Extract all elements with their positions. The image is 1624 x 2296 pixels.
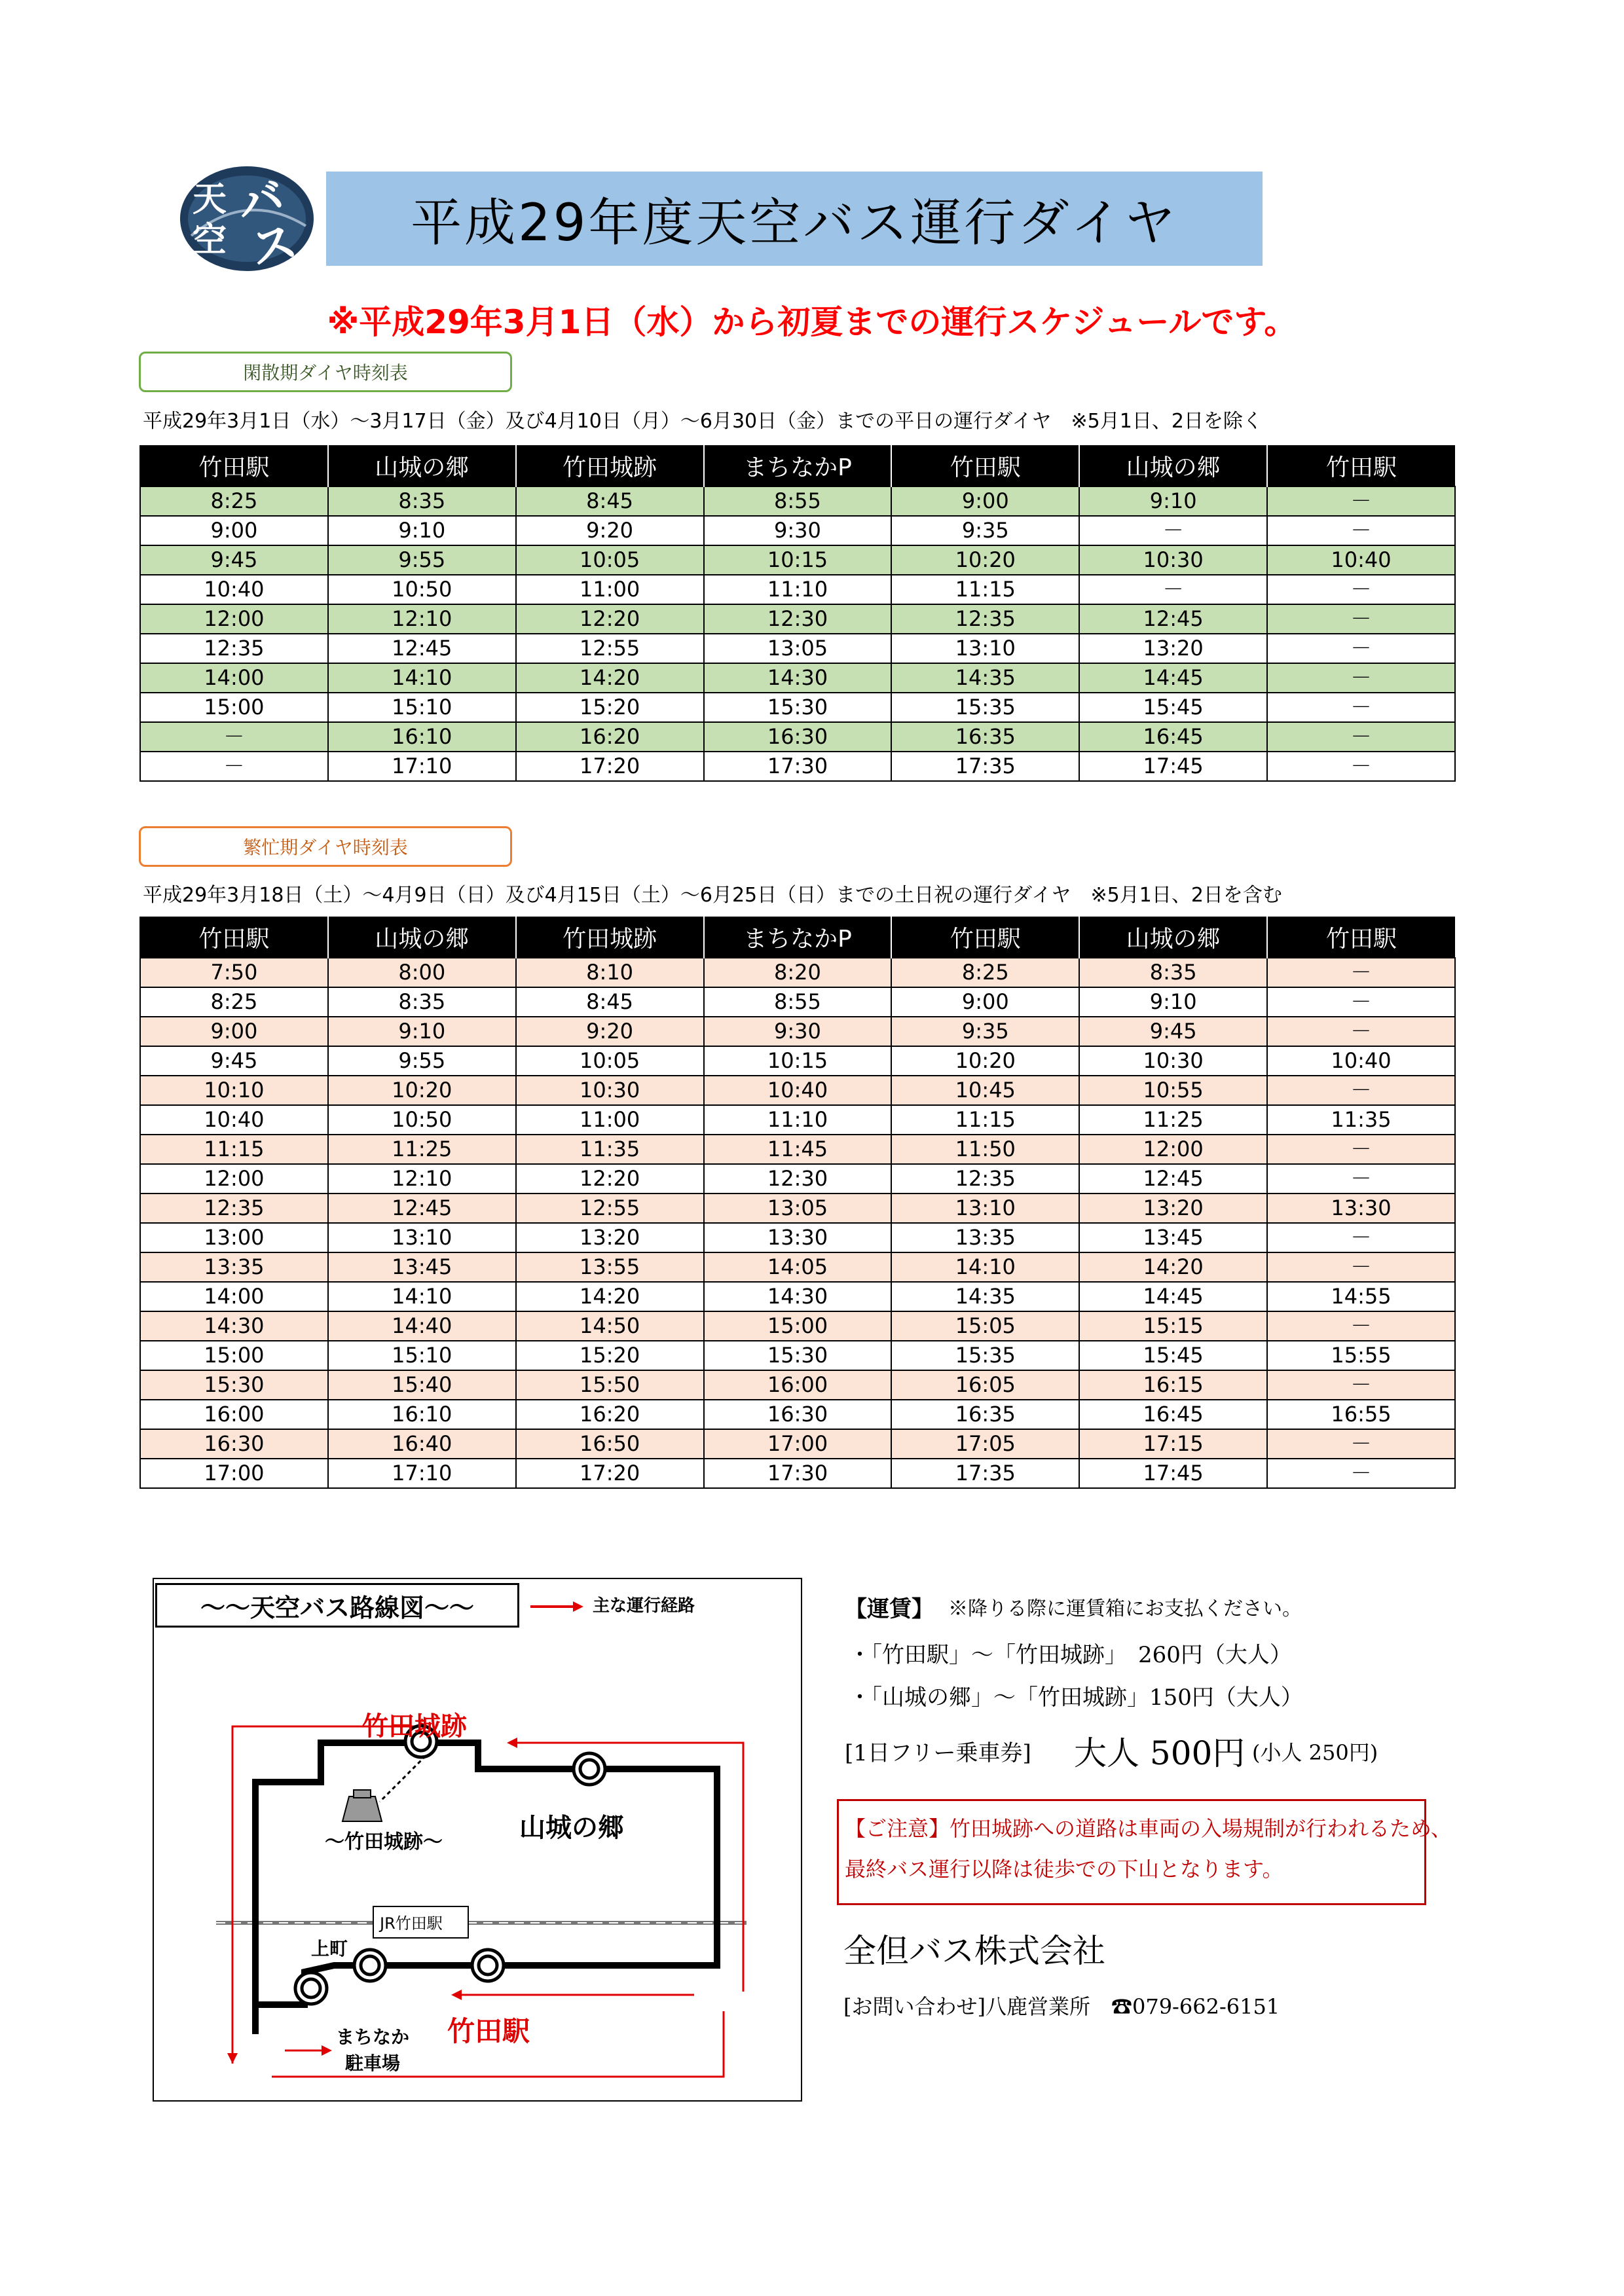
table-cell: 8:20	[704, 958, 892, 987]
table-cell: －	[1079, 575, 1267, 604]
table-cell: －	[1267, 958, 1455, 987]
table-cell: 14:00	[140, 1282, 328, 1311]
table-cell: 12:10	[328, 604, 516, 634]
table-cell: 15:20	[516, 693, 704, 722]
table-cell: 9:10	[1079, 486, 1267, 516]
table-cell: －	[1267, 634, 1455, 663]
table-cell: 13:35	[891, 1223, 1079, 1252]
table-cell: 10:30	[516, 1076, 704, 1105]
table-cell: 13:20	[1079, 634, 1267, 663]
table-cell: 13:20	[1079, 1194, 1267, 1223]
svg-text:天: 天	[193, 180, 227, 219]
table-cell: 14:45	[1079, 663, 1267, 693]
table-cell: 9:45	[140, 545, 328, 575]
column-header: 山城の郷	[1079, 917, 1267, 958]
table-cell: 8:25	[891, 958, 1079, 987]
stop-label-station: 竹田駅	[447, 2015, 530, 2047]
table-cell: －	[1267, 663, 1455, 693]
table-cell: －	[1267, 486, 1455, 516]
table-cell: 11:10	[704, 575, 892, 604]
fare-line-yamashiro-castle: ・「山城の郷」～「竹田城跡」150円（大人）	[849, 1685, 1303, 1711]
table-cell: 10:05	[516, 545, 704, 575]
table-cell: 16:50	[516, 1429, 704, 1459]
table-cell: 16:35	[891, 722, 1079, 752]
column-header: まちなかP	[704, 445, 892, 486]
svg-text:ス: ス	[246, 214, 302, 274]
table-cell: 16:10	[328, 722, 516, 752]
table-cell: 15:00	[140, 1341, 328, 1370]
table-cell: 9:20	[516, 1017, 704, 1046]
table-cell: 11:15	[140, 1135, 328, 1164]
table-cell: 16:30	[704, 722, 892, 752]
table-cell: 10:15	[704, 545, 892, 575]
column-header: 山城の郷	[328, 917, 516, 958]
table-cell: 12:20	[516, 1164, 704, 1194]
caution-line-1: 【ご注意】竹田城跡への道路は車両の入場規制が行われるため、	[845, 1816, 1452, 1841]
table-cell: 14:20	[516, 1282, 704, 1311]
table-cell: －	[1267, 1459, 1455, 1488]
table-cell: 15:00	[704, 1311, 892, 1341]
table-cell: 16:30	[704, 1400, 892, 1429]
table-row	[140, 604, 1455, 634]
fare-line-station-castle: ・「竹田駅」～「竹田城跡」 260円（大人）	[849, 1642, 1292, 1668]
table-cell: 14:00	[140, 663, 328, 693]
table-cell: －	[1267, 1311, 1455, 1341]
table-cell: 10:40	[1267, 545, 1455, 575]
fare-heading: 【運賃】	[845, 1596, 934, 1622]
table-cell: 16:30	[140, 1429, 328, 1459]
route-legend-label: 主な運行経路	[593, 1596, 695, 1616]
table-cell: 13:10	[891, 1194, 1079, 1223]
table-cell: 8:45	[516, 486, 704, 516]
table-cell: 8:00	[328, 958, 516, 987]
peak-timetable	[139, 917, 1456, 1489]
table-cell: 10:30	[1079, 1046, 1267, 1076]
column-header: 山城の郷	[328, 445, 516, 486]
table-cell: 16:20	[516, 1400, 704, 1429]
table-cell: 9:35	[891, 516, 1079, 545]
table-row	[140, 1400, 1455, 1429]
table-cell: 11:00	[516, 575, 704, 604]
column-header: 竹田城跡	[516, 445, 704, 486]
table-cell: 8:35	[328, 987, 516, 1017]
table-cell: －	[1267, 1223, 1455, 1252]
table-cell: 8:35	[328, 486, 516, 516]
table-row	[140, 1076, 1455, 1105]
table-cell: －	[1267, 987, 1455, 1017]
table-cell: 8:25	[140, 486, 328, 516]
table-cell: 10:50	[328, 1105, 516, 1135]
route-map-title: ～～天空バス路線図～～	[155, 1583, 519, 1628]
table-cell: 15:35	[891, 693, 1079, 722]
table-cell: 11:25	[1079, 1105, 1267, 1135]
table-cell: 9:00	[140, 516, 328, 545]
table-row	[140, 1459, 1455, 1488]
table-cell: 10:20	[891, 545, 1079, 575]
table-cell: 9:10	[1079, 987, 1267, 1017]
machinaka-label: まちなか	[336, 2026, 410, 2048]
table-row	[140, 575, 1455, 604]
column-header: 竹田駅	[140, 445, 328, 486]
offpeak-description: 平成29年3月1日（水）～3月17日（金）及び4月10日（月）～6月30日（金）までの平日の運行ダイヤ ※5月1日、2日を除く	[143, 410, 1263, 433]
table-row	[140, 987, 1455, 1017]
table-cell: 15:20	[516, 1341, 704, 1370]
table-cell: 14:30	[140, 1311, 328, 1341]
table-cell: 13:55	[516, 1252, 704, 1282]
column-header: 山城の郷	[1079, 445, 1267, 486]
table-cell: 13:30	[1267, 1194, 1455, 1223]
table-cell: 9:20	[516, 516, 704, 545]
table-row	[140, 1135, 1455, 1164]
table-cell: 9:30	[704, 516, 892, 545]
table-cell: 10:30	[1079, 545, 1267, 575]
svg-text:空: 空	[193, 221, 227, 260]
table-cell: 16:45	[1079, 1400, 1267, 1429]
free-pass-label: [1日フリー乗車券]	[845, 1740, 1031, 1766]
table-cell: 10:55	[1079, 1076, 1267, 1105]
table-row	[140, 545, 1455, 575]
table-cell: －	[1267, 516, 1455, 545]
table-cell: 12:35	[140, 1194, 328, 1223]
table-cell: 16:00	[140, 1400, 328, 1429]
table-cell: 16:55	[1267, 1400, 1455, 1429]
table-row	[140, 1252, 1455, 1282]
table-row	[140, 1164, 1455, 1194]
table-cell: －	[1267, 1164, 1455, 1194]
table-cell: 17:45	[1079, 752, 1267, 781]
uemachi-label: 上町	[311, 1938, 348, 1959]
table-cell: 10:05	[516, 1046, 704, 1076]
table-cell: 9:00	[891, 987, 1079, 1017]
table-cell: 9:45	[1079, 1017, 1267, 1046]
table-cell: －	[1267, 1429, 1455, 1459]
table-cell: 13:45	[1079, 1223, 1267, 1252]
table-cell: 15:30	[704, 693, 892, 722]
table-row	[140, 1105, 1455, 1135]
table-cell: －	[1267, 722, 1455, 752]
table-row	[140, 722, 1455, 752]
table-cell: －	[1267, 575, 1455, 604]
table-cell: 15:45	[1079, 693, 1267, 722]
table-cell: 9:10	[328, 1017, 516, 1046]
table-cell: 14:30	[704, 1282, 892, 1311]
table-row	[140, 1194, 1455, 1223]
table-row	[140, 958, 1455, 987]
table-cell: 14:40	[328, 1311, 516, 1341]
table-row	[140, 1311, 1455, 1341]
table-cell: 12:00	[140, 1164, 328, 1194]
castle-caption: ～竹田城跡～	[325, 1831, 443, 1853]
table-cell: 12:45	[1079, 1164, 1267, 1194]
table-row	[140, 1223, 1455, 1252]
table-cell: 11:15	[891, 1105, 1079, 1135]
table-cell: 17:30	[704, 1459, 892, 1488]
stop-label-yamashiro: 山城の郷	[519, 1813, 624, 1843]
table-cell: 17:35	[891, 1459, 1079, 1488]
table-cell: 8:35	[1079, 958, 1267, 987]
table-cell: 10:40	[140, 575, 328, 604]
table-cell: 12:45	[328, 1194, 516, 1223]
table-cell: 15:10	[328, 1341, 516, 1370]
tenku-bus-logo	[178, 164, 316, 274]
schedule-notice: ※平成29年3月1日（水）から初夏までの運行スケジュールです。	[327, 303, 1297, 341]
table-cell: 14:30	[704, 663, 892, 693]
table-cell: －	[140, 752, 328, 781]
company-name: 全但バス株式会社	[843, 1932, 1105, 1970]
table-cell: 12:00	[140, 604, 328, 634]
table-cell: －	[1267, 693, 1455, 722]
table-row	[140, 1429, 1455, 1459]
table-row	[140, 693, 1455, 722]
table-cell: 8:10	[516, 958, 704, 987]
table-cell: 16:15	[1079, 1370, 1267, 1400]
table-cell: 15:30	[704, 1341, 892, 1370]
table-cell: 9:30	[704, 1017, 892, 1046]
table-cell: 13:05	[704, 1194, 892, 1223]
table-cell: 11:50	[891, 1135, 1079, 1164]
table-cell: 14:10	[328, 1282, 516, 1311]
table-cell: 13:35	[140, 1252, 328, 1282]
table-cell: 12:45	[1079, 604, 1267, 634]
table-cell: 9:35	[891, 1017, 1079, 1046]
column-header: 竹田駅	[1267, 917, 1455, 958]
table-cell: 15:00	[140, 693, 328, 722]
table-cell: 12:35	[891, 604, 1079, 634]
table-cell: 10:45	[891, 1076, 1079, 1105]
table-cell: 16:20	[516, 722, 704, 752]
table-cell: 12:10	[328, 1164, 516, 1194]
column-header: 竹田城跡	[516, 917, 704, 958]
table-cell: 14:50	[516, 1311, 704, 1341]
stop-label-castle: 竹田城跡	[362, 1711, 467, 1741]
fare-heading-note: ※降りる際に運賃箱にお支払ください。	[948, 1597, 1302, 1620]
table-cell: 17:15	[1079, 1429, 1267, 1459]
table-cell: 13:20	[516, 1223, 704, 1252]
table-cell: 14:10	[891, 1252, 1079, 1282]
table-cell: 17:00	[140, 1459, 328, 1488]
table-cell: 12:35	[891, 1164, 1079, 1194]
column-header: 竹田駅	[140, 917, 328, 958]
table-cell: －	[1267, 1076, 1455, 1105]
table-cell: 12:55	[516, 634, 704, 663]
table-cell: 13:10	[328, 1223, 516, 1252]
table-cell: 9:55	[328, 1046, 516, 1076]
parking-label: 駐車場	[345, 2052, 401, 2074]
table-cell: －	[1267, 1135, 1455, 1164]
table-cell: 15:05	[891, 1311, 1079, 1341]
table-row	[140, 1341, 1455, 1370]
table-cell: 14:35	[891, 1282, 1079, 1311]
table-cell: －	[1267, 752, 1455, 781]
table-cell: 10:15	[704, 1046, 892, 1076]
table-cell: 10:40	[1267, 1046, 1455, 1076]
table-cell: 8:55	[704, 486, 892, 516]
peak-label: 繁忙期ダイヤ時刻表	[139, 826, 512, 867]
table-cell: 12:20	[516, 604, 704, 634]
table-cell: 17:10	[328, 1459, 516, 1488]
table-cell: 11:45	[704, 1135, 892, 1164]
table-cell: 9:00	[140, 1017, 328, 1046]
table-cell: 13:45	[328, 1252, 516, 1282]
table-cell: 17:05	[891, 1429, 1079, 1459]
peak-description: 平成29年3月18日（土）～4月9日（日）及び4月15日（土）～6月25日（日）までの土日祝の運行ダイヤ ※5月1日、2日を含む	[143, 884, 1282, 907]
table-cell: 15:50	[516, 1370, 704, 1400]
table-cell: 10:10	[140, 1076, 328, 1105]
column-header: 竹田駅	[1267, 445, 1455, 486]
table-cell: 14:05	[704, 1252, 892, 1282]
table-cell: 17:10	[328, 752, 516, 781]
table-cell: 11:35	[1267, 1105, 1455, 1135]
table-cell: 9:45	[140, 1046, 328, 1076]
table-cell: 15:40	[328, 1370, 516, 1400]
table-cell: 9:10	[328, 516, 516, 545]
table-cell: 16:45	[1079, 722, 1267, 752]
table-row	[140, 1046, 1455, 1076]
table-cell: 10:20	[328, 1076, 516, 1105]
table-cell: 15:30	[140, 1370, 328, 1400]
table-cell: 10:50	[328, 575, 516, 604]
table-row	[140, 752, 1455, 781]
table-cell: 15:15	[1079, 1311, 1267, 1341]
column-header: 竹田駅	[891, 445, 1079, 486]
table-cell: 10:40	[704, 1076, 892, 1105]
table-cell: －	[1079, 516, 1267, 545]
table-cell: 16:05	[891, 1370, 1079, 1400]
offpeak-timetable	[139, 445, 1456, 782]
table-cell: 14:55	[1267, 1282, 1455, 1311]
table-cell: －	[1267, 604, 1455, 634]
table-row	[140, 663, 1455, 693]
column-header: 竹田駅	[891, 917, 1079, 958]
table-cell: －	[140, 722, 328, 752]
table-cell: 10:40	[140, 1105, 328, 1135]
table-cell: 17:45	[1079, 1459, 1267, 1488]
page-title: 平成29年度天空バス運行ダイヤ	[326, 172, 1263, 266]
table-cell: －	[1267, 1017, 1455, 1046]
free-pass-child-price: (小人 250円)	[1252, 1740, 1378, 1765]
table-cell: 8:55	[704, 987, 892, 1017]
table-cell: 10:20	[891, 1046, 1079, 1076]
table-cell: 12:30	[704, 1164, 892, 1194]
column-header: まちなかP	[704, 917, 892, 958]
jr-station-label: JR竹田駅	[380, 1914, 443, 1933]
table-cell: 9:00	[891, 486, 1079, 516]
table-cell: 12:30	[704, 604, 892, 634]
table-cell: 14:20	[516, 663, 704, 693]
table-row	[140, 634, 1455, 663]
table-cell: －	[1267, 1252, 1455, 1282]
table-cell: 8:25	[140, 987, 328, 1017]
table-cell: 12:00	[1079, 1135, 1267, 1164]
svg-text:バ: バ	[232, 170, 289, 232]
table-cell: 13:00	[140, 1223, 328, 1252]
table-cell: 14:20	[1079, 1252, 1267, 1282]
caution-line-2: 最終バス運行以降は徒歩での下山となります。	[845, 1857, 1283, 1882]
table-cell: 14:35	[891, 663, 1079, 693]
table-cell: 16:40	[328, 1429, 516, 1459]
table-cell: 8:45	[516, 987, 704, 1017]
table-cell: 15:35	[891, 1341, 1079, 1370]
table-cell: 15:45	[1079, 1341, 1267, 1370]
table-cell: 17:35	[891, 752, 1079, 781]
table-row	[140, 1017, 1455, 1046]
table-cell: 11:35	[516, 1135, 704, 1164]
table-cell: 17:30	[704, 752, 892, 781]
table-cell: 11:00	[516, 1105, 704, 1135]
table-cell: 7:50	[140, 958, 328, 987]
table-cell: 13:10	[891, 634, 1079, 663]
table-cell: 16:35	[891, 1400, 1079, 1429]
table-cell: 12:45	[328, 634, 516, 663]
table-cell: 16:10	[328, 1400, 516, 1429]
table-cell: 11:25	[328, 1135, 516, 1164]
table-cell: 16:00	[704, 1370, 892, 1400]
table-cell: 15:55	[1267, 1341, 1455, 1370]
table-cell: 15:10	[328, 693, 516, 722]
table-cell: 13:05	[704, 634, 892, 663]
table-cell: 11:10	[704, 1105, 892, 1135]
table-cell: 11:15	[891, 575, 1079, 604]
table-cell: 17:20	[516, 1459, 704, 1488]
table-row	[140, 1370, 1455, 1400]
table-row	[140, 486, 1455, 516]
table-cell: 14:10	[328, 663, 516, 693]
free-pass-adult-price: 大人 500円	[1074, 1734, 1246, 1772]
table-cell: 12:55	[516, 1194, 704, 1223]
table-cell: 17:00	[704, 1429, 892, 1459]
table-header-row	[140, 445, 1455, 486]
contact-info: [お問い合わせ]八鹿営業所 ☎079-662-6151	[843, 1994, 1280, 2019]
table-row	[140, 516, 1455, 545]
offpeak-label: 閑散期ダイヤ時刻表	[139, 352, 512, 392]
table-cell: 9:55	[328, 545, 516, 575]
table-row	[140, 1282, 1455, 1311]
table-cell: 14:45	[1079, 1282, 1267, 1311]
table-cell: 17:20	[516, 752, 704, 781]
table-cell: 13:30	[704, 1223, 892, 1252]
table-header-row	[140, 917, 1455, 958]
table-cell: －	[1267, 1370, 1455, 1400]
table-cell: 12:35	[140, 634, 328, 663]
